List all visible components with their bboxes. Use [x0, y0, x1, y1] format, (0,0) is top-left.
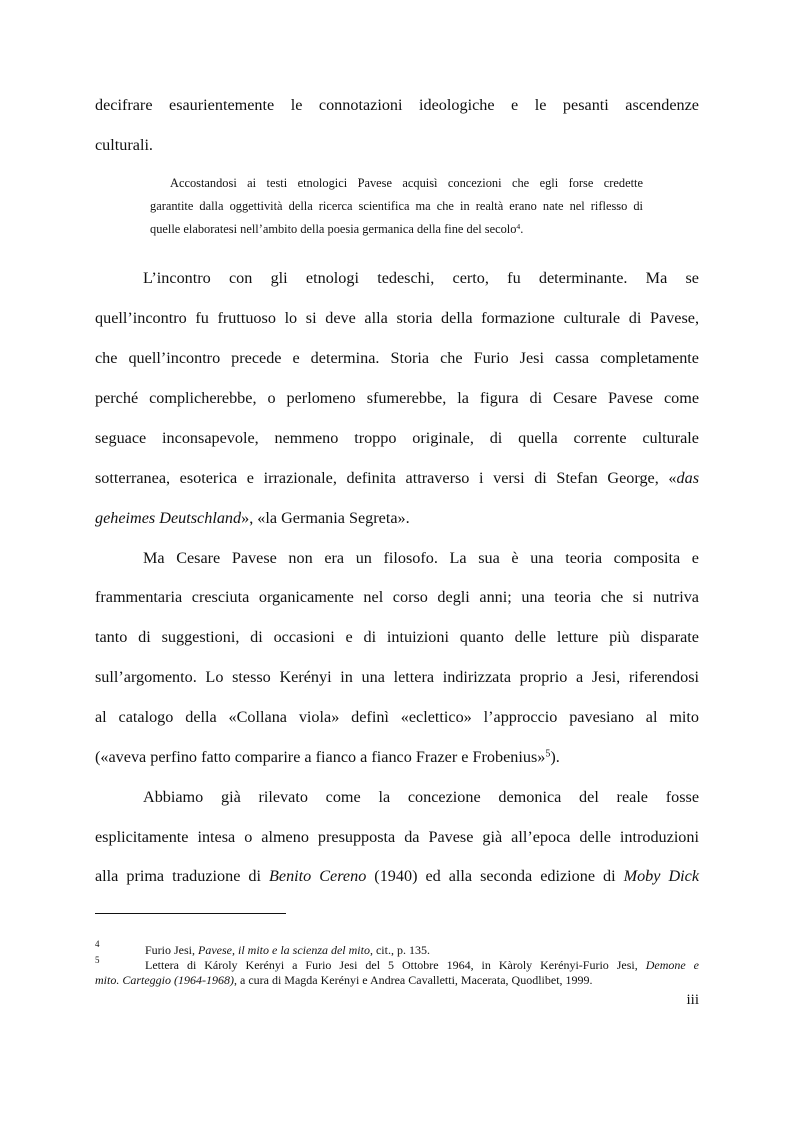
- body-line: al catalogo della «Collana viola» definì «eclettico» l’approccio pavesiano al mito: [95, 708, 699, 726]
- body-line: («aveva perfino fatto comparire a fianco a fianco Frazer e Frobenius»$^5$).: [95, 748, 560, 766]
- body-line: culturali.: [95, 136, 153, 154]
- footnote-separator: [95, 913, 286, 914]
- body-line: quell’incontro fu fruttuoso lo si deve alla storia della formazione culturale di Pavese,: [95, 309, 699, 327]
- body-line: che quell’incontro precede e determina. Storia che Furio Jesi cassa completamente: [95, 349, 699, 367]
- quote-line: quelle elaboratesi nell’ambito della poesia germanica della fine del secolo$^4$.: [150, 221, 524, 236]
- body-line: geheimes Deutschland», «la Germania Segreta».: [95, 509, 410, 527]
- footnote-4: Furio Jesi, Pavese, il mito e la scienza del mito, cit., p. 135.: [145, 943, 430, 957]
- footnote-5-line-2: mito. Carteggio (1964-1968), a cura di Magda Kerényi e Andrea Cavalletti, Macerata, Quodlibet, 1999.: [95, 973, 593, 987]
- body-line: decifrare esaurientemente le connotazioni ideologiche e le pesanti ascendenze: [95, 96, 699, 114]
- body-line: sull’argomento. Lo stesso Kerényi in una lettera indirizzata proprio a Jesi, riferendosi: [95, 668, 699, 686]
- body-line: frammentaria cresciuta organicamente nel corso degli anni; una teoria che si nutriva: [95, 588, 699, 606]
- body-line: Abbiamo già rilevato come la concezione demonica del reale fosse: [143, 788, 699, 806]
- body-line: esplicitamente intesa o almeno presupposta da Pavese già all’epoca delle introduzioni: [95, 828, 699, 846]
- quote-line: Accostandosi ai testi etnologici Pavese acquisì concezioni che egli forse credette: [170, 176, 643, 190]
- body-line: sotterranea, esoterica e irrazionale, definita attraverso i versi di Stefan George, «das: [95, 469, 699, 487]
- body-line: seguace inconsapevole, nemmeno troppo originale, di quella corrente culturale: [95, 429, 699, 447]
- footnote-5-line-1: Lettera di Károly Kerényi a Furio Jesi del 5 Ottobre 1964, in Kàroly Kerényi-Furio Jesi, Demone e: [145, 958, 699, 972]
- body-line: perché complicherebbe, o perlomeno sfumerebbe, la figura di Cesare Pavese come: [95, 389, 699, 407]
- body-line: alla prima traduzione di Benito Cereno (1940) ed alla seconda edizione di Moby Dick: [95, 867, 700, 885]
- footnote-number: 5: [95, 955, 100, 965]
- quote-line: garantite dalla oggettività della ricerca scientifica ma che in realtà erano nate nel riflesso di: [150, 199, 643, 213]
- footnote-ref-4: 4: [516, 221, 521, 231]
- page-number: iii: [686, 992, 699, 1008]
- body-line: tanto di suggestioni, di occasioni e di intuizioni quanto delle letture più disparate: [95, 628, 699, 646]
- body-line: L’incontro con gli etnologi tedeschi, certo, fu determinante. Ma se: [143, 269, 699, 287]
- footnote-ref-5: 5: [545, 748, 551, 760]
- footnote-number: 4: [95, 939, 100, 949]
- body-line: Ma Cesare Pavese non era un filosofo. La sua è una teoria composita e: [143, 549, 699, 567]
